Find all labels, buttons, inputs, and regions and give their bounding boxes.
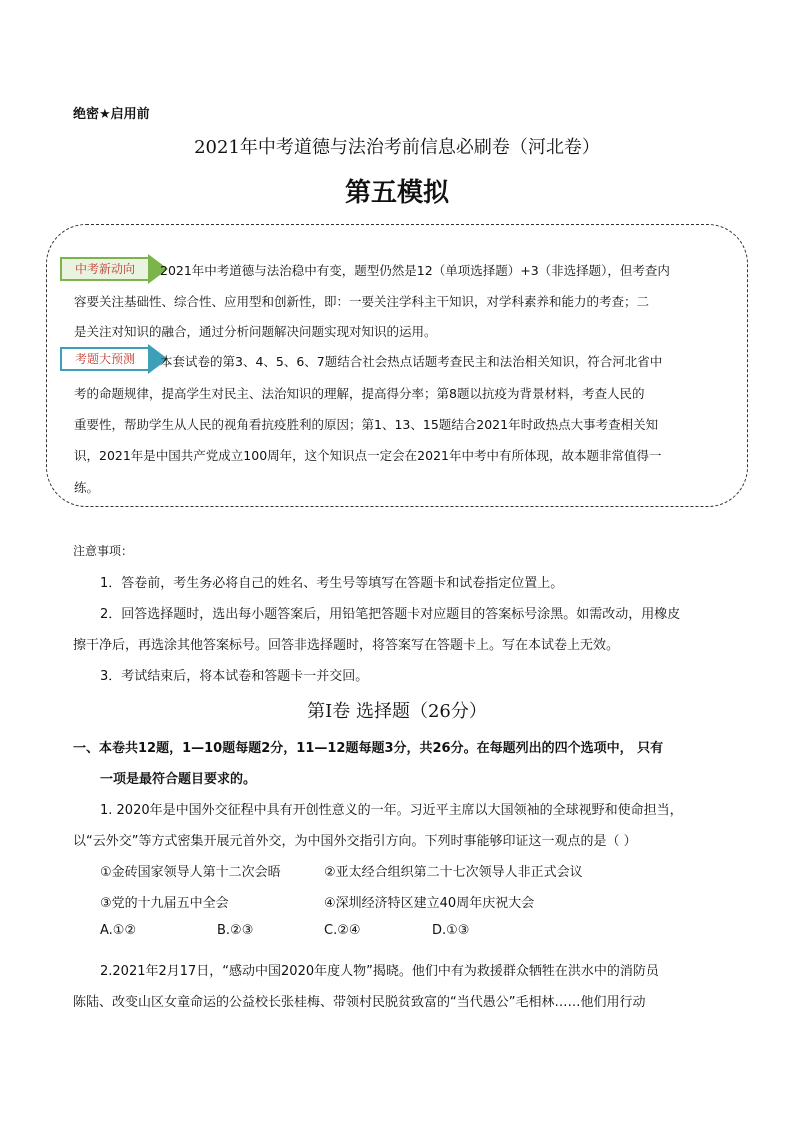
question-2-stem: 2.2021年2月17日，“感动中国2020年度人物”揭晓。他们中有为救援群众牺牲在洪水中的消防员 — [100, 964, 659, 979]
info-line: 识，2021年是中国共产党成立100周年，这个知识点一定会在2021年中考中有所体现，故本题非常值得一 — [74, 448, 662, 463]
exam-subtitle: 第五模拟 — [344, 178, 449, 208]
question-1-option: ①金砖国家领导人第十二次会晤 — [100, 865, 281, 880]
question-1-option: ②亚太经合组织第二十七次领导人非正式会议 — [324, 865, 583, 880]
info-line: 2021年中考道德与法治稳中有变，题型仍然是12（单项选择题）+3（非选择题），但考查内 — [160, 263, 670, 278]
section-instruction: 一项是最符合题目要求的。 — [100, 772, 257, 787]
notes-heading: 注意事项： — [73, 544, 134, 558]
notes-item: 3．考试结束后，将本试卷和答题卡一并交回。 — [100, 669, 369, 684]
question-1-option: ④深圳经济特区建立40周年庆祝大会 — [324, 896, 535, 911]
notes-item: 擦干净后，再选涂其他答案标号。回答非选择题时，将答案写在答题卡上。写在本试卷上无效。 — [73, 638, 620, 653]
info-line: 本套试卷的第3、4、5、6、7题结合社会热点话题考查民主和法治相关知识，符合河北省中 — [160, 354, 663, 369]
info-line: 重要性，帮助学生从人民的视角看抗疫胜利的原因；第1、13、15题结合2021年时政热点大事考查相关知 — [74, 417, 659, 432]
question-1-choice: C.②④ — [324, 923, 361, 938]
notes-item: 1．答卷前，考生务必将自己的姓名、考生号等填写在答题卡和试卷指定位置上。 — [100, 576, 564, 591]
question-1-stem: 1. 2020年是中国外交征程中具有开创性意义的一年。习近平主席以大国领袖的全球视野和使命担当， — [100, 803, 683, 818]
info-line: 练。 — [74, 480, 100, 495]
tag-label: 考题大预测 — [74, 352, 135, 366]
question-1-choice: B.②③ — [217, 923, 254, 938]
section-title: 第Ⅰ卷 选择题（26分） — [307, 701, 487, 722]
notes-item: 2．回答选择题时，选出每小题答案后，用铅笔把答题卡对应题目的答案标号涂黑。如需改动，用橡皮 — [100, 607, 681, 622]
question-2-stem: 陈陆、改变山区女童命运的公益校长张桂梅、带领村民脱贫致富的“当代愚公”毛相林……他们用行动 — [73, 995, 646, 1010]
question-1-choice: D.①③ — [432, 923, 470, 938]
exam-title: 2021年中考道德与法治考前信息必刷卷（河北卷） — [194, 137, 600, 158]
info-line: 考的命题规律，提高学生对民主、法治知识的理解，提高得分率；第8题以抗疫为背景材料，考查人民的 — [74, 386, 645, 401]
question-1-option: ③党的十九届五中全会 — [100, 896, 229, 911]
tag-label: 中考新动向 — [74, 262, 135, 276]
info-line: 容要关注基础性、综合性、应用型和创新性，即：一要关注学科主干知识，对学科素养和能力的考查；二 — [74, 294, 650, 309]
secret-label: 绝密★启用前 — [73, 107, 150, 122]
question-1-stem: 以“云外交”等方式密集开展元首外交，为中国外交指引方向。下列时事能够印证这一观点的是（ ） — [73, 834, 637, 849]
section-instruction: 一、本卷共12题，1—10题每题2分，11—12题每题3分，共26分。在每题列出的四个选项中， 只有 — [73, 741, 664, 756]
question-1-choice: A.①② — [100, 923, 137, 938]
info-line: 是关注对知识的融合，通过分析问题解决问题实现对知识的运用。 — [74, 324, 437, 339]
